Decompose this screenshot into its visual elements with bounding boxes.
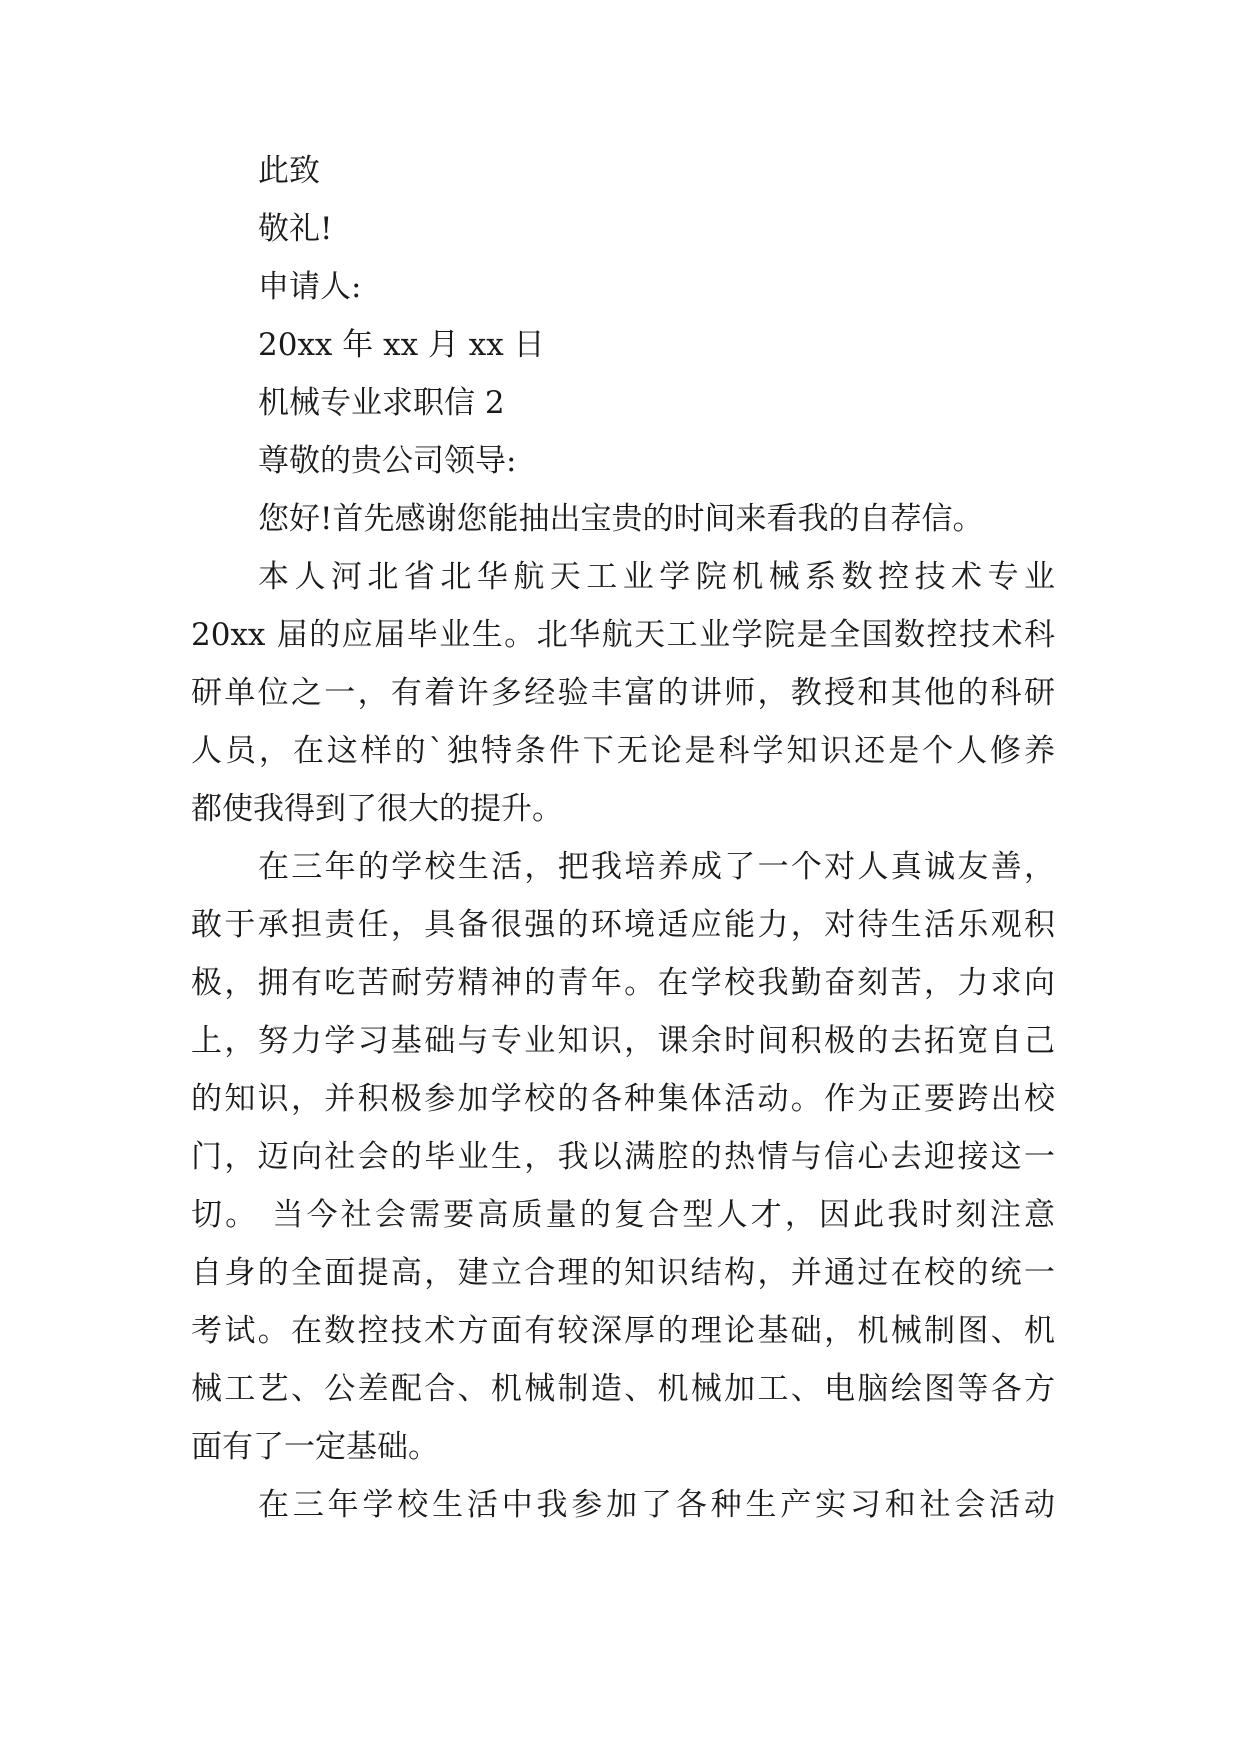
paragraph-line: 在三年学校生活中我参加了各种生产实习和社会活动 [258,1487,1055,1523]
paragraph-line: 上，努力学习基础与专业知识，课余时间积极的去拓宽自己 [191,1023,1055,1059]
paragraph-line: 极，拥有吃苦耐劳精神的青年。在学校我勤奋刻苦，力求向 [191,965,1055,1001]
paragraph-line: 敢于承担责任，具备很强的环境适应能力，对待生活乐观积 [191,907,1055,943]
paragraph-line: 面有了一定基础。 [191,1429,439,1465]
paragraph-line: 切。 当今社会需要高质量的复合型人才，因此我时刻注意 [191,1197,1055,1233]
letter-opening: 您好!首先感谢您能抽出宝贵的时间来看我的自荐信。 [258,501,984,537]
letter-greeting: 尊敬的贵公司领导: [258,443,517,479]
paragraph-line: 20xx 届的应届毕业生。北华航天工业学院是全国数控技术科 [191,617,1055,653]
paragraph-line: 门，迈向社会的毕业生，我以满腔的热情与信心去迎接这一 [191,1139,1055,1175]
paragraph-line: 都使我得到了很大的提升。 [191,791,563,827]
paragraph-line: 本人河北省北华航天工业学院机械系数控技术专业 [258,559,1055,595]
letter-title: 机械专业求职信 2 [258,385,505,421]
paragraph-line: 的知识，并积极参加学校的各种集体活动。作为正要跨出校 [191,1081,1055,1117]
paragraph-line: 械工艺、公差配合、机械制造、机械加工、电脑绘图等各方 [191,1371,1055,1407]
paragraph-line: 考试。在数控技术方面有较深厚的理论基础，机械制图、机 [191,1313,1055,1349]
paragraph-line: 在三年的学校生活，把我培养成了一个对人真诚友善， [258,849,1055,885]
closing-regards: 敬礼! [258,211,333,247]
paragraph-line: 人员，在这样的`独特条件下无论是科学知识还是个人修养 [191,733,1055,769]
closing-salutation: 此致 [258,153,320,189]
applicant-label: 申请人: [258,269,362,305]
paragraph-line: 自身的全面提高，建立合理的知识结构，并通过在校的统一 [191,1255,1055,1291]
letter-date: 20xx 年 xx 月 xx 日 [258,327,545,363]
paragraph-line: 研单位之一，有着许多经验丰富的讲师，教授和其他的科研 [191,675,1055,711]
